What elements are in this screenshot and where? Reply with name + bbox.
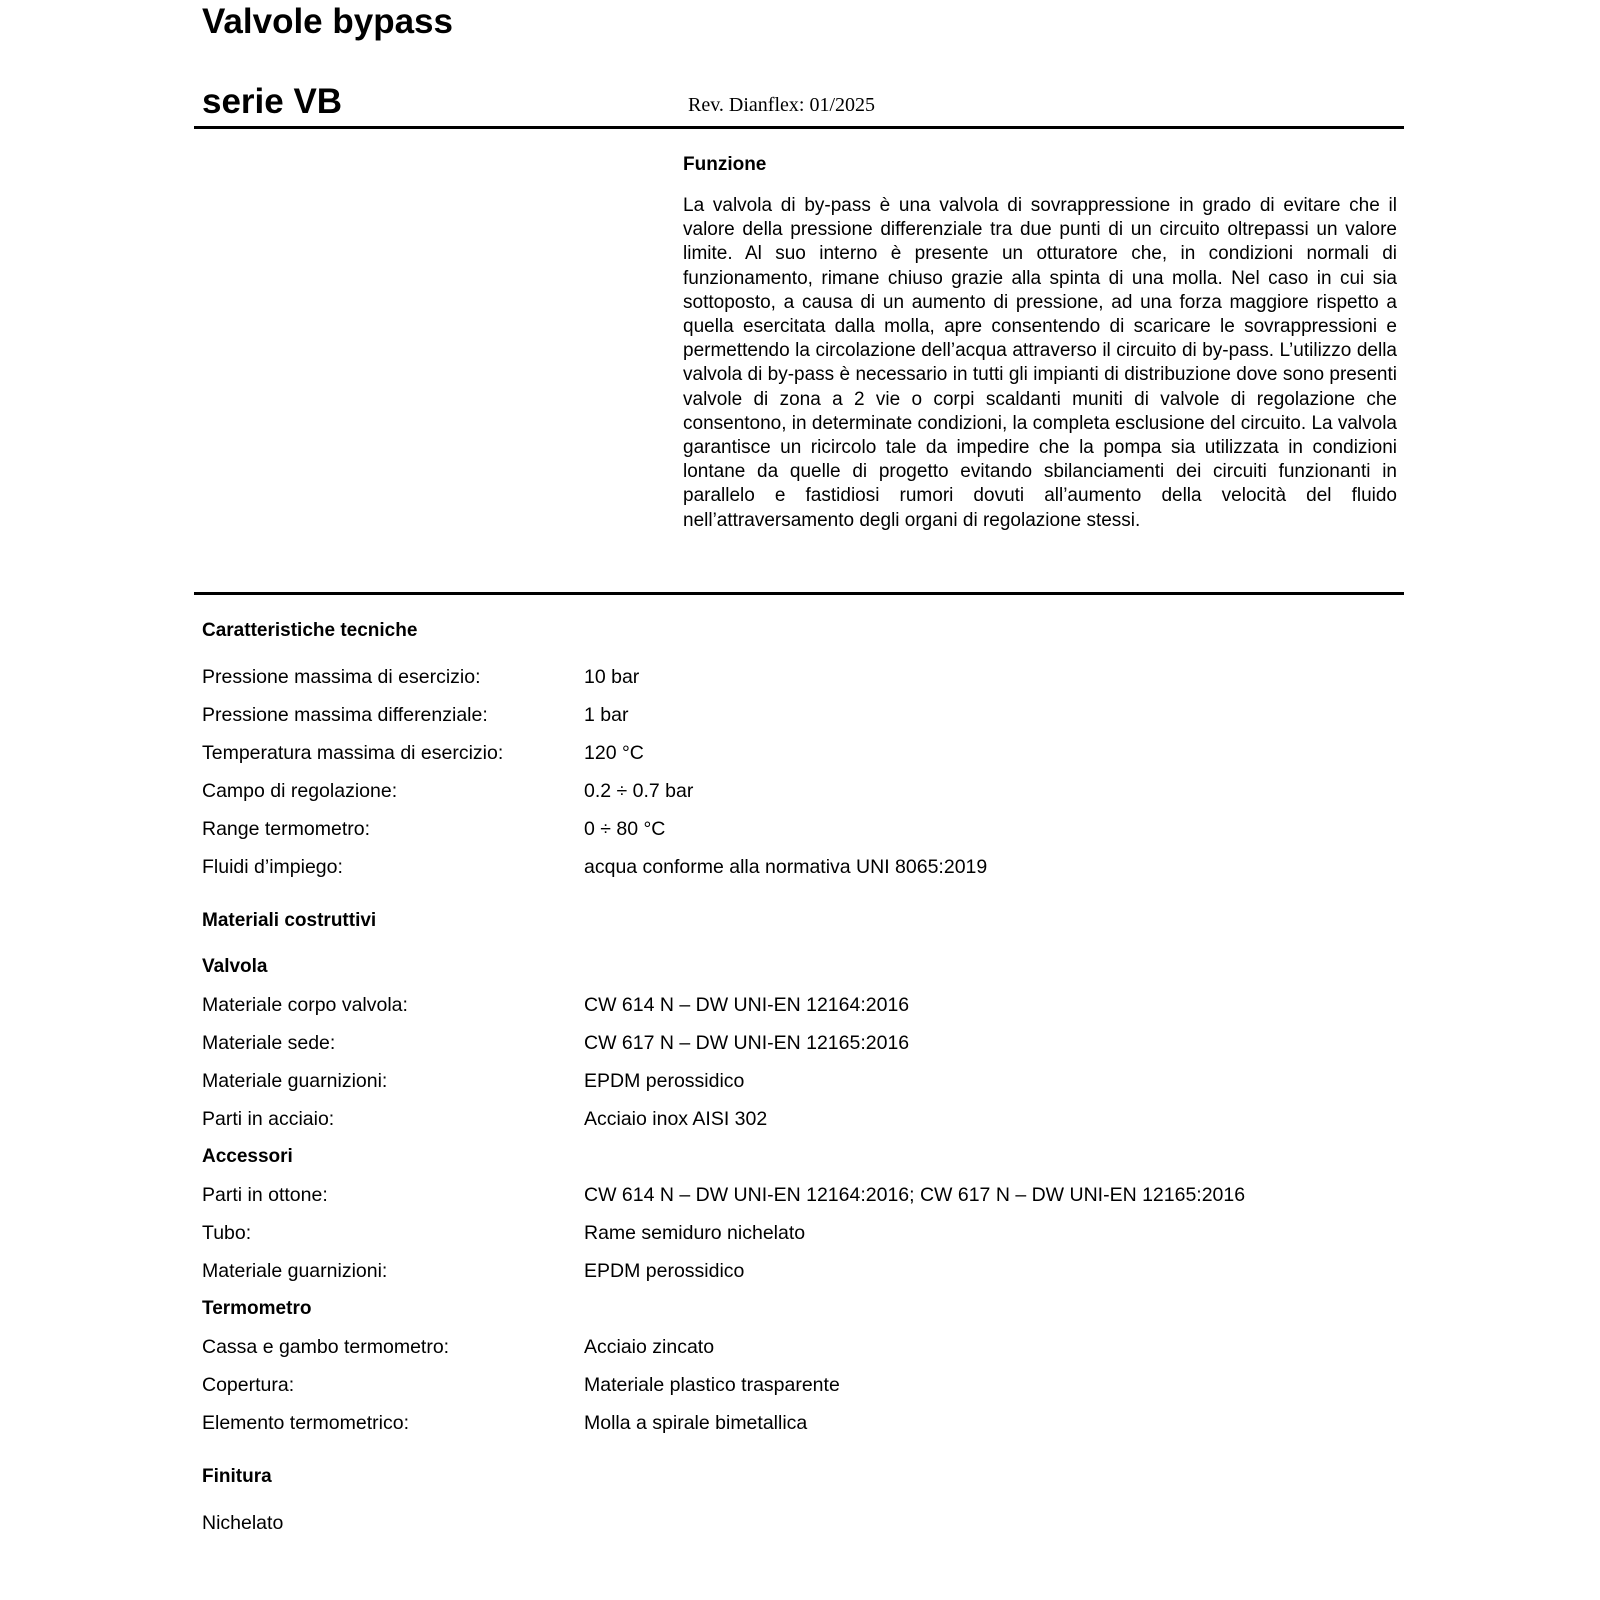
material-label: Materiale guarnizioni: — [202, 1260, 388, 1282]
spec-row — [202, 704, 1402, 730]
header-divider — [194, 126, 1404, 129]
spec-value: 120 °C — [584, 742, 644, 764]
material-label: Tubo: — [202, 1222, 252, 1244]
spec-value: 10 bar — [584, 666, 640, 688]
material-value: EPDM perossidico — [584, 1070, 745, 1092]
spec-row — [202, 742, 1402, 768]
material-value: Materiale plastico trasparente — [584, 1374, 840, 1396]
spec-row — [202, 780, 1402, 806]
finitura-heading: Finitura — [202, 1466, 272, 1487]
spec-label: Temperatura massima di esercizio: — [202, 742, 504, 764]
material-row — [202, 1184, 1402, 1210]
material-value: CW 614 N – DW UNI-EN 12164:2016 — [584, 994, 910, 1016]
material-label: Elemento termometrico: — [202, 1412, 409, 1434]
spec-value: acqua conforme alla normativa UNI 8065:2019 — [584, 856, 988, 878]
materiali-heading: Materiali costruttivi — [202, 910, 377, 931]
material-row — [202, 1260, 1402, 1286]
spec-row — [202, 666, 1402, 692]
material-row — [202, 1222, 1402, 1248]
material-label: Parti in acciaio: — [202, 1108, 335, 1130]
caratteristiche-heading: Caratteristiche tecniche — [202, 620, 418, 641]
termometro-heading: Termometro — [202, 1298, 312, 1319]
material-label: Materiale guarnizioni: — [202, 1070, 388, 1092]
material-value: Rame semiduro nichelato — [584, 1222, 806, 1244]
material-value: EPDM perossidico — [584, 1260, 745, 1282]
spec-value: 0 ÷ 80 °C — [584, 818, 666, 840]
spec-row — [202, 856, 1402, 882]
material-value: Molla a spirale bimetallica — [584, 1412, 808, 1434]
accessori-heading: Accessori — [202, 1146, 293, 1167]
spec-label: Pressione massima di esercizio: — [202, 666, 481, 688]
funzione-heading: Funzione — [683, 154, 767, 175]
material-value: Acciaio zincato — [584, 1336, 715, 1358]
material-row — [202, 1336, 1402, 1362]
material-value: CW 614 N – DW UNI-EN 12164:2016; CW 617 N – DW UNI-EN 12165:2016 — [584, 1184, 1246, 1206]
document-title: Valvole bypass — [202, 2, 453, 41]
document-subtitle: serie VB — [202, 82, 343, 121]
spec-row — [202, 818, 1402, 844]
spec-label: Pressione massima differenziale: — [202, 704, 488, 726]
section-divider — [194, 592, 1404, 595]
material-row — [202, 994, 1402, 1020]
material-row — [202, 1070, 1402, 1096]
spec-label: Range termometro: — [202, 818, 370, 840]
material-row — [202, 1108, 1402, 1134]
finitura-value: Nichelato — [202, 1512, 284, 1534]
spec-value: 1 bar — [584, 704, 629, 726]
spec-label: Fluidi d’impiego: — [202, 856, 343, 878]
material-label: Cassa e gambo termometro: — [202, 1336, 450, 1358]
revision-label: Rev. Dianflex: 01/2025 — [688, 94, 876, 116]
valvola-heading: Valvola — [202, 956, 268, 977]
material-label: Materiale sede: — [202, 1032, 336, 1054]
material-row — [202, 1412, 1402, 1438]
material-value: CW 617 N – DW UNI-EN 12165:2016 — [584, 1032, 910, 1054]
material-label: Copertura: — [202, 1374, 295, 1396]
material-row — [202, 1032, 1402, 1058]
material-row — [202, 1374, 1402, 1400]
spec-value: 0.2 ÷ 0.7 bar — [584, 780, 694, 802]
spec-label: Campo di regolazione: — [202, 780, 398, 802]
material-value: Acciaio inox AISI 302 — [584, 1108, 768, 1130]
material-label: Materiale corpo valvola: — [202, 994, 408, 1016]
funzione-text: La valvola di by-pass è una valvola di sovrappressione in grado di evitare che il valore della pressione differenziale tra due punti di un circuito oltrepassi un valore limite. Al suo interno è presente un otturatore che, in condizioni normali di funzionamento, rimane chiuso grazie alla spinta di una molla. Nel caso in cui sia sottoposto, a causa di un aumento di pressione, ad una forza maggiore rispetto a quella esercitata dalla molla, apre consentendo di scaricare le sovrappressioni e permettendo la circolazione dell’acqua attraverso il circuito di by-pass. L’utilizzo della valvola di by-pass è necessario in tutti gli impianti di distribuzione dove sono presenti valvole di zona a 2 vie o corpi scaldanti muniti di valvole di regolazione che consentono, in determinate condizioni, la completa esclusione del circuito. La valvola garantisce un ricircolo tale da impedire che la pompa sia utilizzata in condizioni lontane da quelle di progetto evitando sbilanciamenti dei circuiti funzionanti in parallelo e fastidiosi rumori dovuti all’aumento della velocità del fluido nell’attraversamento degli organi di regolazione stessi. — [683, 195, 1397, 531]
material-label: Parti in ottone: — [202, 1184, 328, 1206]
